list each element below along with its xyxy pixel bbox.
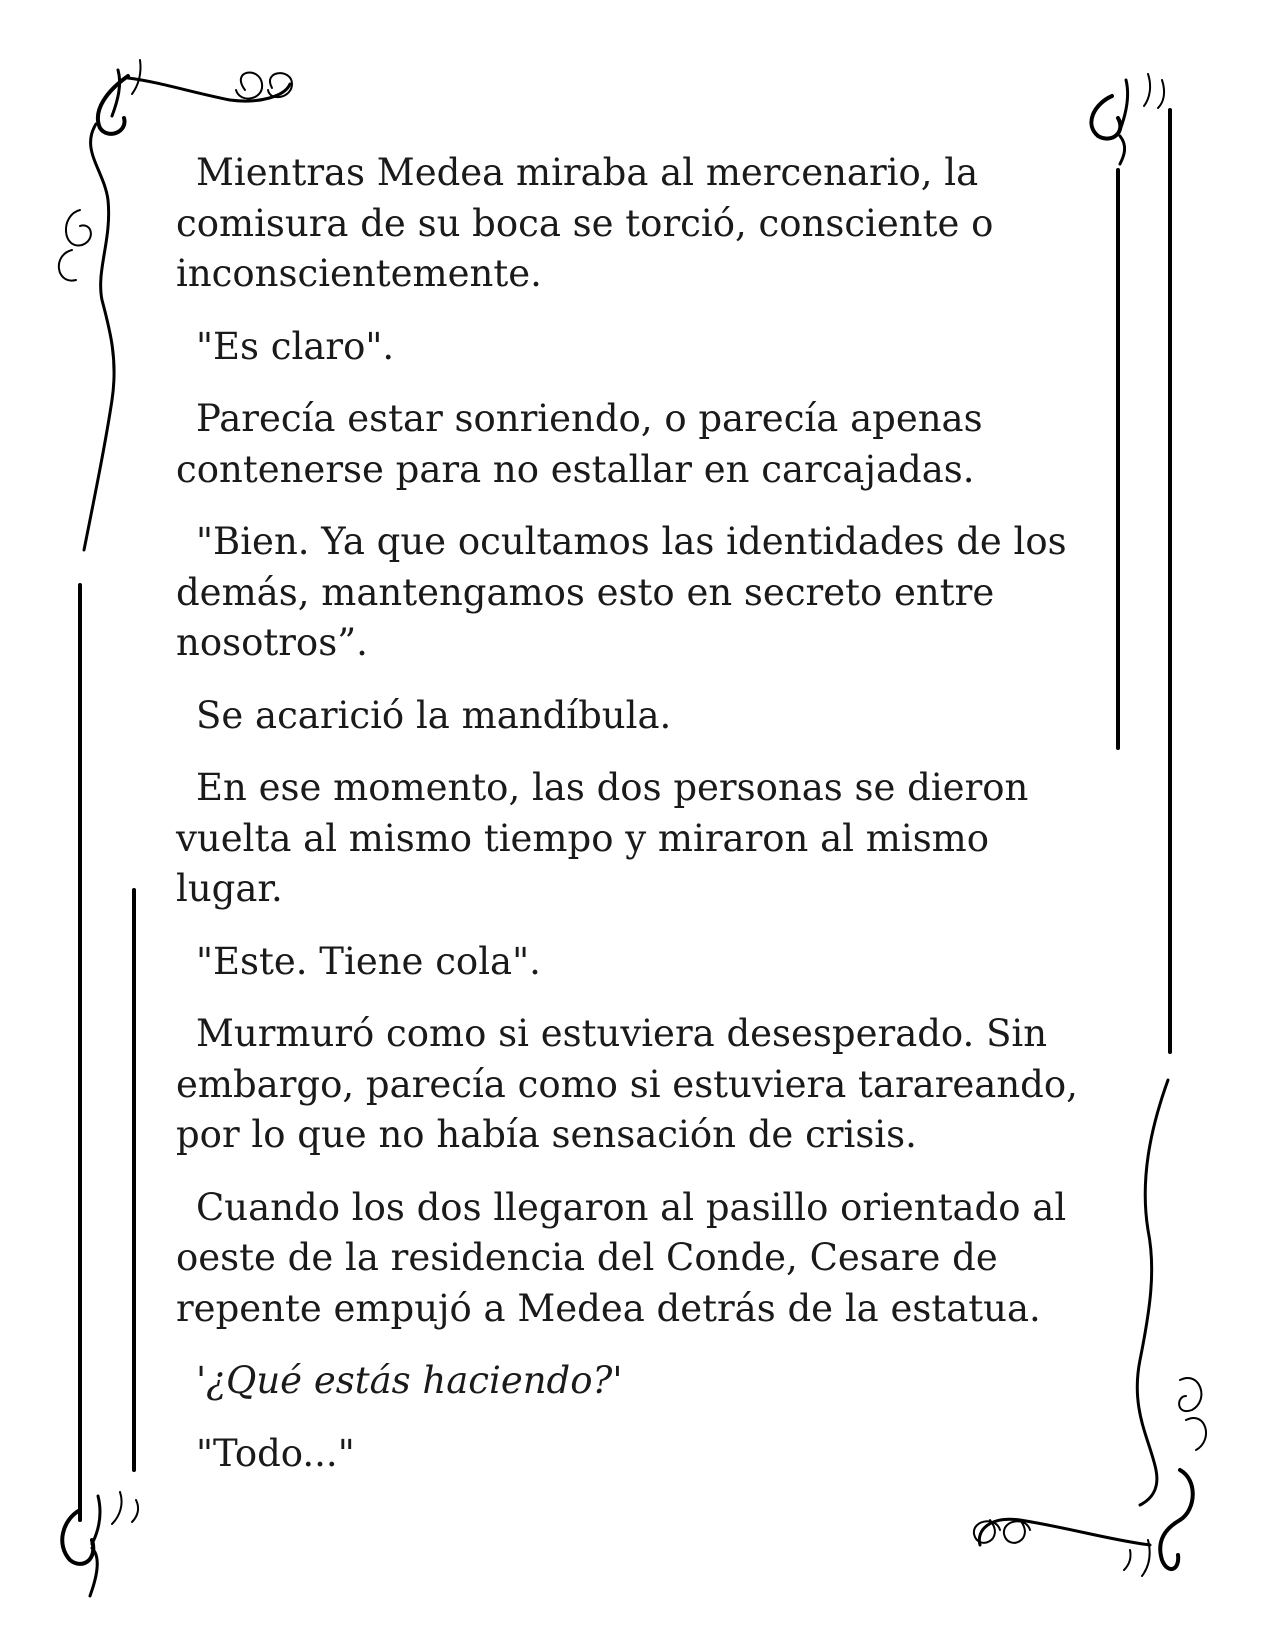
paragraph-11: "Todo..." (196, 1431, 355, 1475)
bottom-left-flourish-icon (62, 1492, 138, 1596)
paragraph-10-thought: '¿Qué estás haciendo?' (196, 1359, 623, 1402)
paragraph-9: Cuando los dos llegaron al pasillo orientado al oeste de la residencia del Conde, Cesare de repente empujó a Medea detrás de la estatua. (176, 1185, 1067, 1330)
page-body (176, 148, 1096, 1501)
paragraph-8: Murmuró como si estuviera desesperado. Sin embargo, parecía como si estuviera tarareando, por lo que no había sensación de crisis. (176, 1012, 1078, 1156)
paragraph-4: "Bien. Ya que ocultamos las identidades de los demás, mantengamos esto en secreto entre nosotros”. (176, 520, 1067, 664)
paragraph-2: "Es claro". (196, 324, 395, 368)
paragraph-5: Se acarició la mandíbula. (196, 693, 672, 737)
paragraph-3: Parecía estar sonriendo, o parecía apenas contenerse para no estallar en carcajadas. (176, 397, 983, 491)
paragraph-1: Mientras Medea miraba al mercenario, la comisura de su boca se torció, consciente o inconscientemente. (176, 151, 994, 295)
top-right-flourish-icon (1091, 74, 1164, 164)
paragraph-6: En ese momento, las dos personas se dieron vuelta al mismo tiempo y miraron al mismo lugar. (176, 766, 1029, 910)
paragraph-7: "Este. Tiene cola". (196, 939, 541, 983)
